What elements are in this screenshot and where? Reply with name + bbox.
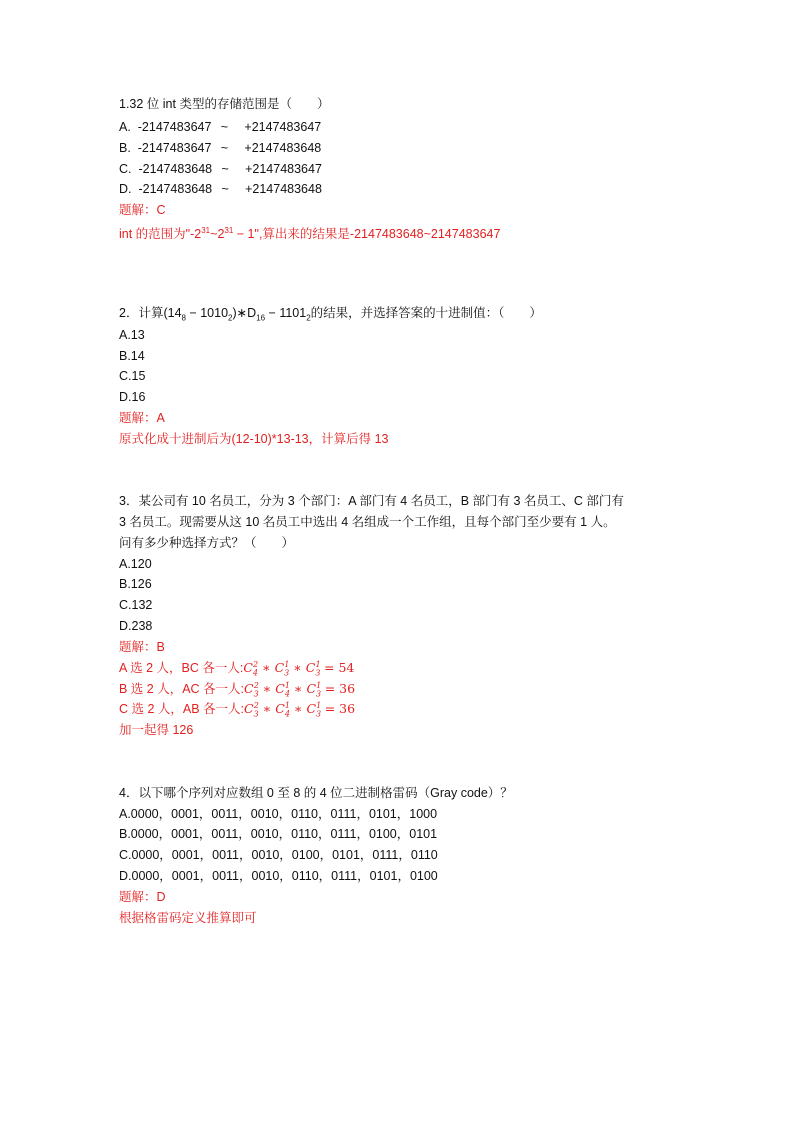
q3-option-d: D.238 bbox=[119, 619, 153, 633]
q4-option-d: D.0000，0001，0011，0010，0110，0111，0101，0100 bbox=[119, 869, 438, 883]
q2-answer: 题解：A bbox=[119, 411, 165, 425]
q3-formula-1: $C_4^2$ ∗ $C_3^1$ ∗ $C_3^1$ bbox=[243, 659, 321, 678]
q3-explanation-line-1: A 选 2 人，BC 各一人$:C_4^2$ ∗ $C_3^1$ ∗ $C_3^1 = 54$ bbox=[119, 659, 355, 678]
q3-answer: 题解：B bbox=[119, 640, 165, 654]
q3-summary: 加一起得 126 bbox=[119, 723, 194, 737]
q4-stem: 4．以下哪个序列对应数组 0 至 8 的 4 位二进制格雷码（Gray code）？ bbox=[119, 786, 513, 800]
q3-stem-line-3: 问有多少种选择方式？（ ） bbox=[119, 536, 295, 550]
q4-answer: 题解：D bbox=[119, 890, 166, 904]
q1-option-a: A. -2147483647 ~ +2147483647 bbox=[119, 120, 322, 134]
q1-option-b: B. -2147483647 ~ +2147483648 bbox=[119, 141, 322, 155]
q4-option-c: C.0000，0001，0011，0010，0100，0101，0111，0110 bbox=[119, 848, 438, 862]
q1-explanation: int 的范围为"$-2^{31}\sim 2^{31} - 1$",算出来的结果是-2147483648~2147483647 bbox=[119, 226, 501, 242]
q1-stem: 1.32 位 int 类型的存储范围是（ ） bbox=[119, 97, 330, 111]
q3-option-c: C.132 bbox=[119, 598, 153, 612]
q2-option-a: A.13 bbox=[119, 328, 145, 342]
q4-option-b: B.0000，0001，0011，0010，0110，0111，0100，0101 bbox=[119, 827, 438, 841]
q4-explanation: 根据格雷码定义推算即可 bbox=[119, 911, 257, 925]
q4-option-a: A.0000，0001，0011，0010，0110，0111，0101，1000 bbox=[119, 807, 438, 821]
q3-stem-line-1: 3．某公司有 10 名员工，分为 3 个部门：A 部门有 4 名员工，B 部门有 3 名员工、C 部门有 bbox=[119, 494, 624, 508]
q3-explanation-line-2: B 选 2 人，AC 各一人$:C_3^2$ ∗ $C_4^1$ ∗ $C_3^1 = 36$ bbox=[119, 680, 356, 699]
q3-formula-3: $C_3^2$ ∗ $C_4^1$ ∗ $C_3^1$ bbox=[244, 700, 322, 719]
q2-stem: 2．计算($14_8$ − $1010_2)∗D_{16} - 1101_2$的结果，并选择答案的十进制值：（ ） bbox=[119, 306, 542, 323]
q2-explanation: 原式化成十进制后为(12-10)*13-13，计算后得 13 bbox=[119, 432, 389, 446]
q2-option-d: D.16 bbox=[119, 390, 146, 404]
q2-option-b: B.14 bbox=[119, 349, 145, 363]
q3-explanation-line-3: C 选 2 人，AB 各一人$:C_3^2$ ∗ $C_4^1$ ∗ $C_3^1 = 36$ bbox=[119, 700, 356, 719]
q3-option-a: A.120 bbox=[119, 557, 152, 571]
q3-formula-2: $C_3^2$ ∗ $C_4^1$ ∗ $C_3^1$ bbox=[244, 680, 322, 699]
q3-option-b: B.126 bbox=[119, 577, 152, 591]
q2-option-c: C.15 bbox=[119, 369, 146, 383]
q1-answer: 题解：C bbox=[119, 203, 166, 217]
q3-stem-line-2: 3 名员工。现需要从这 10 名员工中选出 4 名组成一个工作组，且每个部门至少要有 1 人。 bbox=[119, 515, 616, 529]
q1-option-d: D. -2147483648 ~ +2147483648 bbox=[119, 182, 322, 196]
q1-option-c: C. -2147483648 ~ +2147483647 bbox=[119, 162, 322, 176]
